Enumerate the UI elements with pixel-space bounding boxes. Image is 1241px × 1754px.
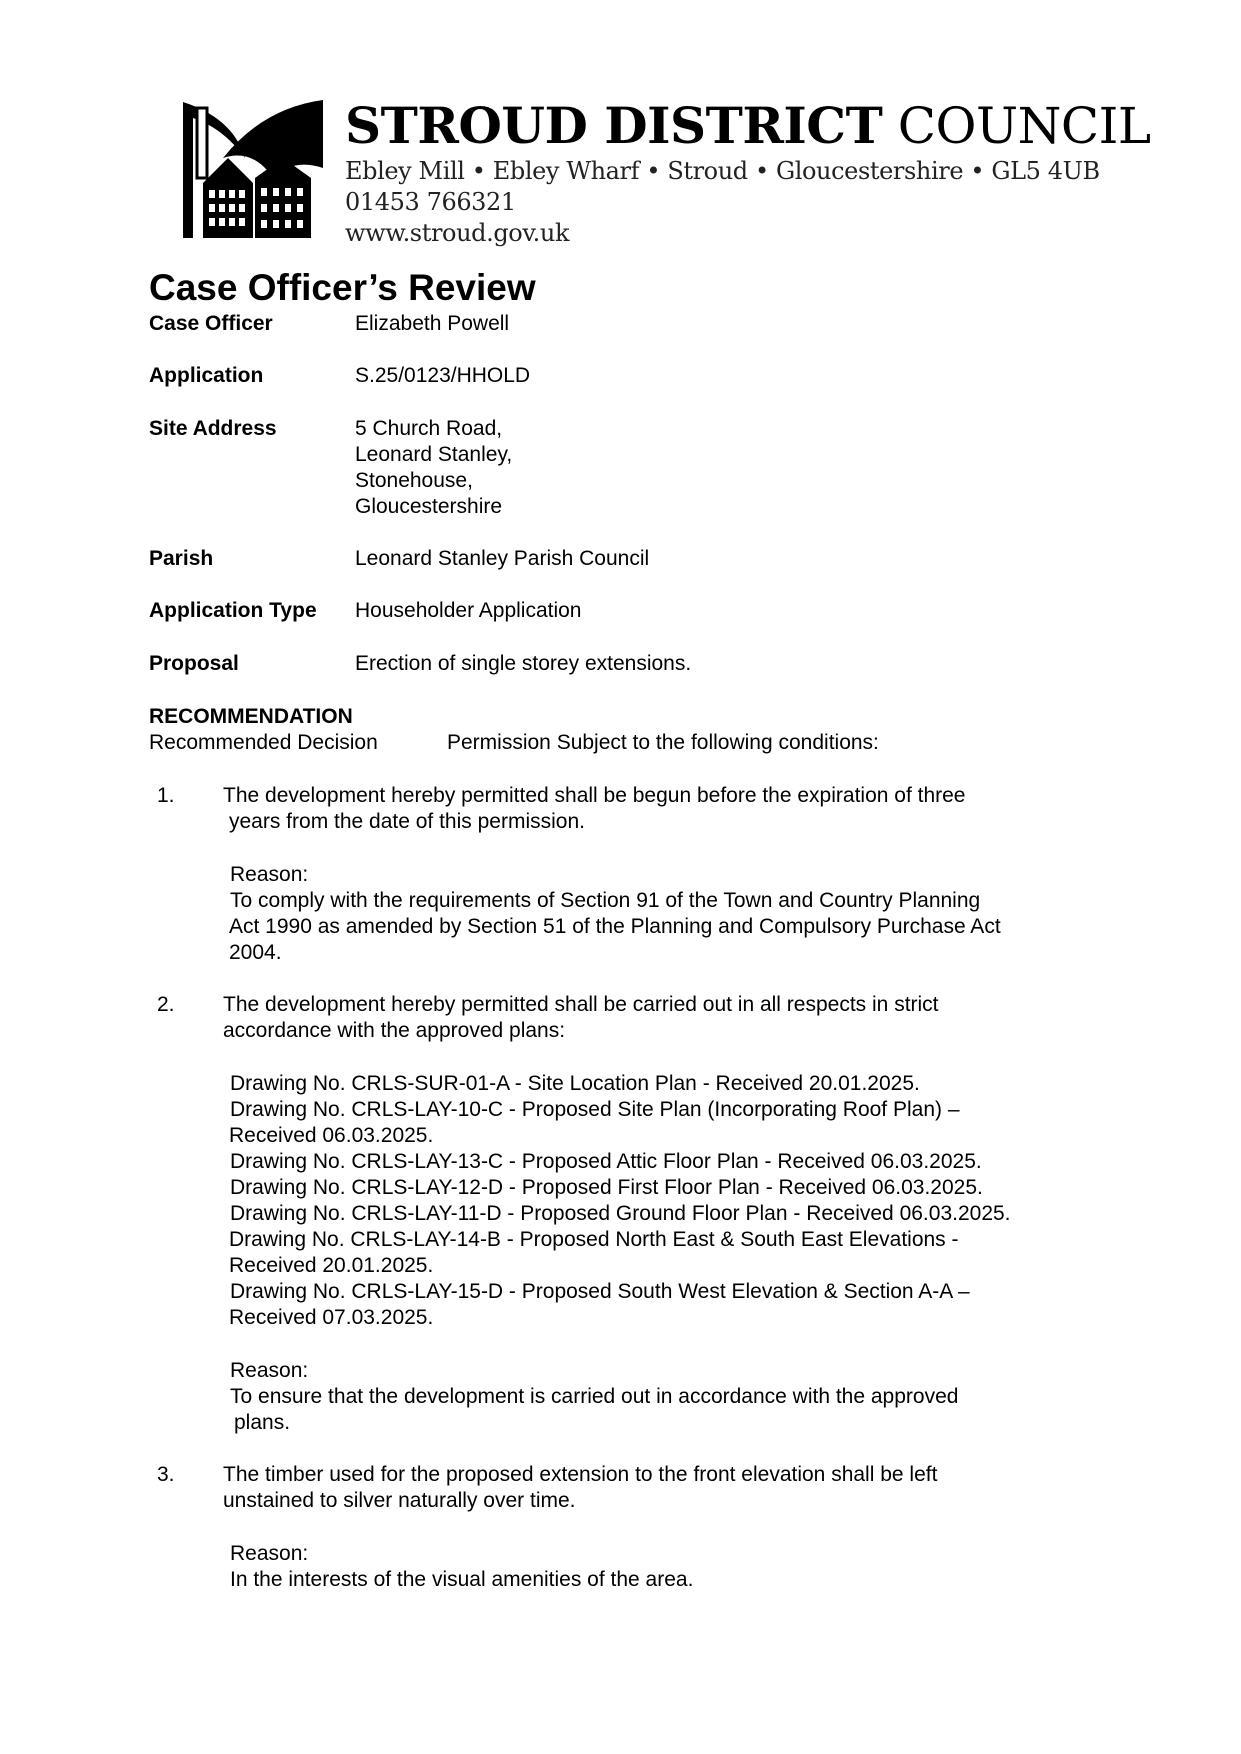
recommendation-heading: RECOMMENDATION [149, 705, 353, 728]
recommended-decision-label: Recommended Decision [149, 731, 378, 754]
parish-value: Leonard Stanley Parish Council [355, 547, 650, 570]
plan-line: Drawing No. CRLS-SUR-01-A - Site Location Plan - Received 20.01.2025. [230, 1072, 920, 1095]
plan-line: Received 20.01.2025. [229, 1254, 434, 1277]
page-title: Case Officer’s Review [149, 267, 536, 308]
recommended-decision-value: Permission Subject to the following conditions: [447, 731, 879, 754]
council-name-light: COUNCIL [897, 97, 1151, 155]
site-address-line: Leonard Stanley, [355, 443, 513, 466]
condition-number: 2. [157, 993, 175, 1016]
reason-line: 2004. [229, 941, 282, 964]
plan-line: Received 06.03.2025. [229, 1124, 434, 1147]
site-address-line: Stonehouse, [355, 469, 473, 492]
plan-line: Drawing No. CRLS-LAY-12-D - Proposed First Floor Plan - Received 06.03.2025. [230, 1176, 983, 1199]
plan-line: Received 07.03.2025. [229, 1306, 434, 1329]
condition-text-line: The development hereby permitted shall be carried out in all respects in strict [223, 993, 939, 1016]
site-address-line: 5 Church Road, [355, 417, 503, 440]
case-officer-value: Elizabeth Powell [355, 312, 510, 335]
site-address-label: Site Address [149, 417, 277, 440]
plan-line: Drawing No. CRLS-LAY-14-B - Proposed North East & South East Elevations - [229, 1228, 959, 1251]
council-website: www.stroud.gov.uk [345, 219, 570, 247]
condition-number: 3. [157, 1463, 175, 1486]
council-logo-icon [183, 98, 328, 244]
application-type-value: Householder Application [355, 599, 582, 622]
proposal-value: Erection of single storey extensions. [355, 652, 692, 675]
plan-line: Drawing No. CRLS-LAY-11-D - Proposed Ground Floor Plan - Received 06.03.2025. [230, 1202, 1011, 1225]
proposal-label: Proposal [149, 652, 239, 675]
condition-text-line: unstained to silver naturally over time. [223, 1489, 576, 1512]
application-label: Application [149, 364, 264, 387]
plan-line: Drawing No. CRLS-LAY-15-D - Proposed South West Elevation & Section A-A – [230, 1280, 970, 1303]
plan-line: Drawing No. CRLS-LAY-10-C - Proposed Site Plan (Incorporating Roof Plan) – [230, 1098, 960, 1121]
application-value: S.25/0123/HHOLD [355, 364, 531, 387]
reason-line: plans. [234, 1411, 291, 1434]
condition-text-line: years from the date of this permission. [229, 810, 585, 833]
reason-label: Reason: [230, 863, 309, 886]
condition-text-line: The development hereby permitted shall be begun before the expiration of three [223, 784, 966, 807]
case-officer-label: Case Officer [149, 312, 273, 335]
plan-line: Drawing No. CRLS-LAY-13-C - Proposed Attic Floor Plan - Received 06.03.2025. [230, 1150, 982, 1173]
council-phone: 01453 766321 [345, 188, 516, 216]
condition-text-line: The timber used for the proposed extension to the front elevation shall be left [223, 1463, 938, 1486]
letterhead [183, 96, 1151, 248]
reason-label: Reason: [230, 1359, 309, 1382]
reason-line: To comply with the requirements of Section 91 of the Town and Country Planning [230, 889, 981, 912]
reason-line: Act 1990 as amended by Section 51 of the Planning and Compulsory Purchase Act [229, 915, 1001, 938]
condition-text-line: accordance with the approved plans: [223, 1019, 566, 1042]
reason-line: In the interests of the visual amenities of the area. [230, 1568, 694, 1591]
condition-number: 1. [157, 784, 175, 807]
council-name-bold: STROUD DISTRICT [345, 96, 883, 155]
reason-line: To ensure that the development is carried out in accordance with the approved [230, 1385, 959, 1408]
council-name [345, 98, 1151, 154]
council-address: Ebley Mill • Ebley Wharf • Stroud • Gloucestershire • GL5 4UB [345, 157, 1100, 185]
reason-label: Reason: [230, 1542, 309, 1565]
site-address-line: Gloucestershire [355, 495, 503, 518]
parish-label: Parish [149, 547, 214, 570]
application-type-label: Application Type [149, 599, 317, 622]
